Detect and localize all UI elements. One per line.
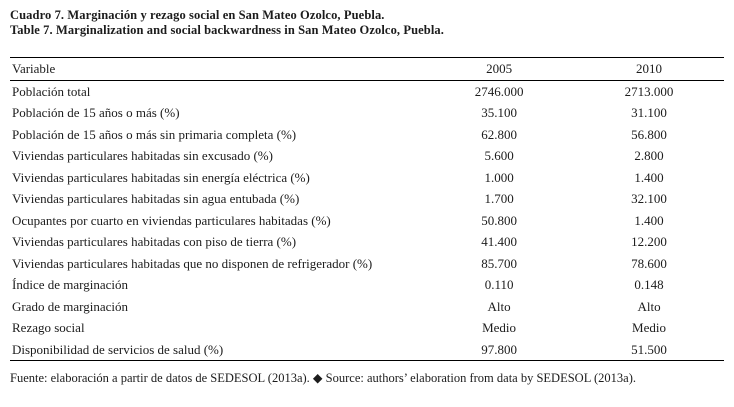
header-row — [10, 58, 724, 81]
table-row — [10, 231, 724, 253]
table-row — [10, 80, 724, 102]
variable-cell: Ocupantes por cuarto en viviendas particulares habitadas (%) — [12, 212, 331, 228]
table-row — [10, 102, 724, 124]
table-row — [10, 274, 724, 296]
header-variable: Variable — [12, 61, 56, 76]
value-2010-cell: 1.400 — [634, 212, 664, 228]
variable-cell: Disponibilidad de servicios de salud (%) — [12, 341, 224, 357]
value-2010-cell: 1.400 — [634, 169, 664, 185]
value-2005-cell: 0.110 — [484, 277, 514, 292]
value-2005-cell: Medio — [482, 320, 517, 335]
table-body — [10, 80, 724, 361]
variable-cell: Viviendas particulares habitadas sin agua entubada (%) — [12, 191, 300, 206]
value-2010-cell: 51.500 — [631, 341, 667, 357]
table-row — [10, 124, 724, 146]
value-2005-cell: 1.700 — [484, 191, 514, 206]
table-row — [10, 210, 724, 232]
caption-spanish: Cuadro 7. Marginación y rezago social en San Mateo Ozolco, Puebla. — [10, 8, 385, 22]
variable-cell: Rezago social — [12, 320, 85, 335]
source-note: Fuente: elaboración a partir de datos de SEDESOL (2013a). ◆ Source: authors’ elaboration from data by SEDESOL (2013a). — [10, 371, 636, 385]
variable-cell: Índice de marginación — [12, 277, 128, 292]
table-row — [10, 188, 724, 210]
value-2010-cell: 12.200 — [631, 234, 667, 249]
table-row — [10, 145, 724, 167]
table-row — [10, 339, 724, 361]
value-2010-cell: 32.100 — [631, 191, 667, 206]
value-2010-cell: 56.800 — [631, 126, 667, 142]
variable-cell: Grado de marginación — [12, 298, 128, 314]
value-2010-cell: 2713.000 — [624, 83, 674, 99]
value-2005-cell: 41.400 — [481, 234, 517, 249]
caption-english: Table 7. Marginalization and social backwardness in San Mateo Ozolco, Puebla. — [10, 23, 444, 37]
table-row — [10, 167, 724, 189]
table-row — [10, 296, 724, 318]
variable-cell: Viviendas particulares habitadas sin energía eléctrica (%) — [12, 169, 310, 185]
table-caption — [10, 8, 724, 38]
value-2005-cell: 35.100 — [481, 105, 517, 120]
table-header — [10, 58, 724, 81]
value-2005-cell: 50.800 — [481, 212, 517, 228]
value-2005-cell: 1.000 — [484, 169, 514, 185]
value-2005-cell: Alto — [487, 298, 511, 314]
variable-cell: Viviendas particulares habitadas que no disponen de refrigerador (%) — [12, 255, 373, 271]
value-2005-cell: 62.800 — [481, 126, 517, 142]
table-row — [10, 317, 724, 339]
value-2010-cell: 31.100 — [631, 105, 667, 120]
value-2010-cell: 0.148 — [634, 277, 664, 292]
variable-cell: Población total — [12, 83, 91, 99]
value-2005-cell: 2746.000 — [474, 83, 524, 99]
value-2010-cell: 78.600 — [631, 255, 667, 271]
value-2005-cell: 97.800 — [481, 341, 517, 357]
value-2010-cell: Alto — [637, 298, 661, 314]
value-2010-cell: 2.800 — [634, 148, 664, 163]
header-2010: 2010 — [636, 61, 663, 76]
value-2005-cell: 85.700 — [481, 255, 517, 271]
variable-cell: Población de 15 años o más sin primaria completa (%) — [12, 126, 297, 142]
variable-cell: Población de 15 años o más (%) — [12, 105, 180, 120]
value-2010-cell: Medio — [632, 320, 666, 335]
variable-cell: Viviendas particulares habitadas con piso de tierra (%) — [12, 234, 297, 249]
header-2005: 2005 — [486, 61, 513, 76]
variable-cell: Viviendas particulares habitadas sin excusado (%) — [12, 148, 273, 163]
value-2005-cell: 5.600 — [484, 148, 514, 163]
marginalization-table — [10, 57, 724, 361]
table-row — [10, 253, 724, 275]
